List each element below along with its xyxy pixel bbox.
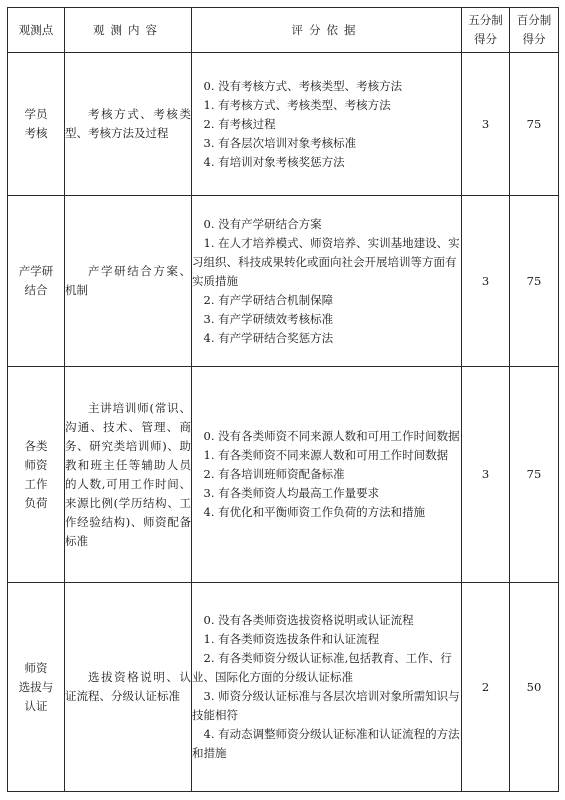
basis-item: 3. 有各类师资人均最高工作量要求 bbox=[203, 486, 380, 500]
hundred-point-score-cell: 75 bbox=[510, 367, 559, 583]
basis-item: 0. 没有考核方式、考核类型、考核方法 bbox=[203, 78, 403, 93]
observation-content-cell: 主讲培训师(常识、沟通、技术、管理、商务、研究类培训师)、助教和班主任等辅助人员的人数,可用工作时间、来源比例(学历结构、工作经验结构)、师资配备标准 bbox=[65, 367, 192, 583]
basis-item: 2. 有各类师资分级认证标准,包括教育、工作、行业、国际化方面的分级认证标准 bbox=[192, 651, 452, 684]
basis-item: 0. 没有产学研结合方案 bbox=[203, 216, 322, 231]
scoring-basis-cell bbox=[192, 53, 462, 196]
five-point-score-cell: 3 bbox=[462, 367, 510, 583]
evaluation-table bbox=[7, 7, 559, 792]
five-point-score-cell: 3 bbox=[462, 53, 510, 196]
basis-item: 0. 没有各类师资不同来源人数和可用工作时间数据 bbox=[203, 429, 460, 443]
basis-item: 3. 师资分级认证标准与各层次培训对象所需知识与技能相符 bbox=[192, 689, 460, 722]
basis-item: 4. 有优化和平衡师资工作负荷的方法和措施 bbox=[203, 505, 426, 519]
header-content: 观测内容 bbox=[65, 8, 192, 53]
scoring-basis-cell bbox=[192, 367, 462, 583]
hundred-point-score-cell: 50 bbox=[510, 583, 559, 792]
observation-content-cell: 产学研结合方案、机制 bbox=[65, 196, 192, 367]
basis-item: 3. 有产学研绩效考核标准 bbox=[203, 311, 334, 326]
basis-item: 1. 在人才培养模式、师资培养、实训基地建设、实习组织、科技成果转化或面向社会开展培训等方面有实质措施 bbox=[192, 235, 460, 288]
header-point: 观测点 bbox=[8, 8, 65, 53]
scoring-basis-cell bbox=[192, 583, 462, 792]
basis-item: 1. 有各类师资不同来源人数和可用工作时间数据 bbox=[203, 448, 449, 462]
header-five-point-score: 五分制 得分 bbox=[462, 8, 510, 53]
basis-item: 2. 有产学研结合机制保障 bbox=[203, 292, 334, 307]
table-row bbox=[8, 583, 559, 792]
basis-item: 4. 有动态调整师资分级认证标准和认证流程的方法和措施 bbox=[192, 727, 460, 760]
observation-point-cell: 学员 考核 bbox=[8, 53, 65, 196]
five-point-score-cell: 3 bbox=[462, 196, 510, 367]
hundred-point-score-cell: 75 bbox=[510, 53, 559, 196]
observation-content-cell: 考核方式、考核类型、考核方法及过程 bbox=[65, 53, 192, 196]
table-row bbox=[8, 196, 559, 367]
hundred-point-score-cell: 75 bbox=[510, 196, 559, 367]
observation-point-cell: 产学研 结合 bbox=[8, 196, 65, 367]
basis-item: 4. 有产学研结合奖惩方法 bbox=[203, 330, 334, 345]
observation-point-cell: 各类 师资 工作 负荷 bbox=[8, 367, 65, 583]
scoring-basis-cell bbox=[192, 196, 462, 367]
basis-item: 1. 有考核方式、考核类型、考核方法 bbox=[203, 97, 391, 112]
basis-item: 2. 有各培训班师资配备标准 bbox=[203, 467, 345, 481]
five-point-score-cell: 2 bbox=[462, 583, 510, 792]
table-header-row bbox=[8, 8, 559, 53]
basis-item: 1. 有各类师资选拔条件和认证流程 bbox=[203, 632, 380, 646]
observation-content-cell: 选拔资格说明、认证流程、分级认证标准 bbox=[65, 583, 192, 792]
basis-item: 2. 有考核过程 bbox=[203, 116, 276, 131]
observation-point-cell: 师资 选拔与 认证 bbox=[8, 583, 65, 792]
header-basis: 评分依据 bbox=[192, 8, 462, 53]
basis-item: 3. 有各层次培训对象考核标准 bbox=[203, 135, 357, 150]
header-hundred-point-score: 百分制 得分 bbox=[510, 8, 559, 53]
table-row bbox=[8, 53, 559, 196]
basis-item: 4. 有培训对象考核奖惩方法 bbox=[203, 154, 345, 169]
table-row bbox=[8, 367, 559, 583]
basis-item: 0. 没有各类师资选拔资格说明或认证流程 bbox=[203, 613, 414, 627]
